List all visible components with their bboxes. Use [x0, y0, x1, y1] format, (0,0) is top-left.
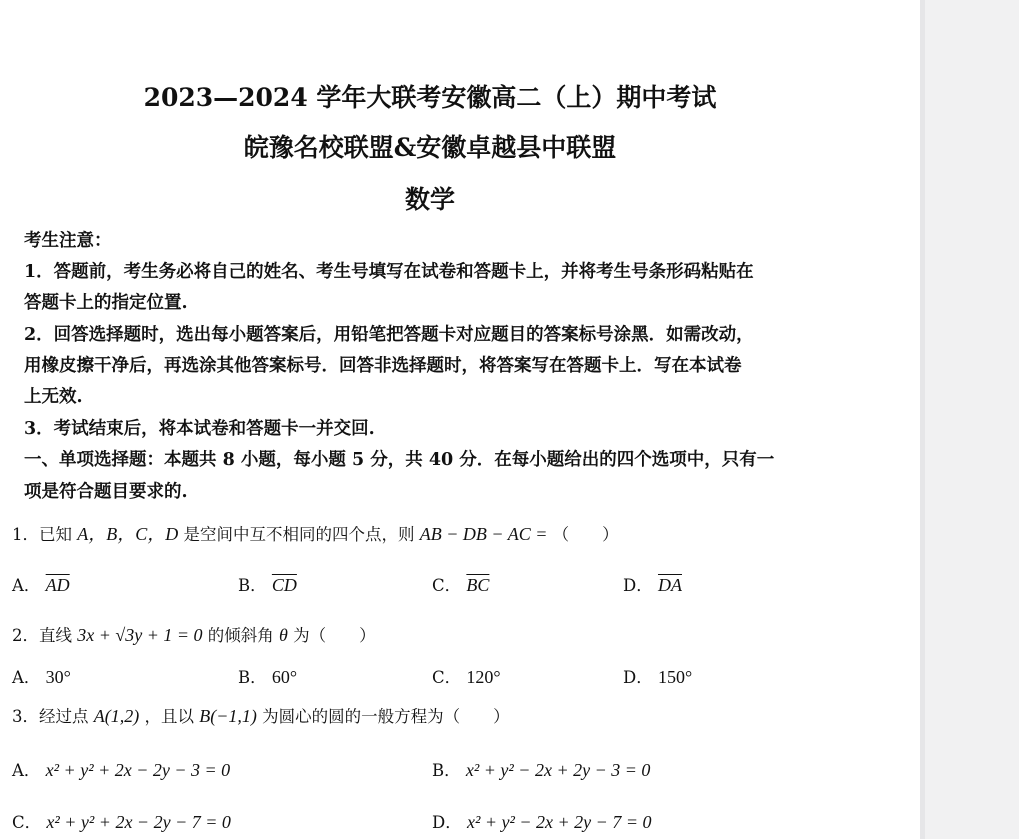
exam-subject: 数学 — [404, 185, 455, 214]
notice-line-3: 2．回答选择题时，选出每小题答案后，用铅笔把答题卡对应题目的答案标号涂黑．如需改动， — [24, 325, 754, 345]
question-1 — [12, 520, 619, 546]
question-2-option-a — [12, 664, 71, 688]
question-1-answer-blank: （ ） — [552, 525, 619, 544]
question-2-suffix: 为（ ） — [293, 626, 376, 645]
viewer-side-panel — [925, 0, 1019, 839]
option-value: $\overline{BC}$ — [466, 575, 490, 595]
option-value: x² + y² + 2x − 2y − 3 = 0 — [45, 760, 231, 780]
option-label: A． — [12, 576, 41, 595]
exam-title: 2023—2024 学年大联考安徽高二（上）期中考试 — [143, 83, 717, 112]
section-heading-line-2: 项是符合题目要求的. — [24, 482, 188, 502]
notice-heading: 考生注意： — [24, 231, 112, 251]
question-1-option-c — [432, 572, 489, 596]
option-label: D． — [623, 576, 653, 595]
question-3-point-b: B(−1,1) — [199, 706, 257, 726]
notice-line-5: 上无效. — [24, 387, 83, 407]
notice-line-6: 3．考试结束后，将本试卷和答题卡一并交回. — [24, 419, 375, 439]
option-label: A． — [12, 761, 41, 780]
question-3-middle: ，且以 — [144, 707, 194, 726]
notice-line-1: 1．答题前，考生务必将自己的姓名、考生号填写在试卷和答题卡上，并将考生号条形码粘贴在 — [24, 262, 754, 282]
question-3-option-a — [12, 757, 230, 781]
option-value: 120° — [466, 667, 501, 687]
option-label: D． — [432, 813, 462, 832]
question-2-variable: θ — [279, 625, 288, 645]
question-2 — [12, 622, 376, 646]
option-label: B． — [238, 576, 267, 595]
option-value: 150° — [657, 667, 693, 687]
question-2-equation: 3x + √3y + 1 = 0 — [77, 625, 203, 645]
option-label: B． — [432, 761, 461, 780]
option-value: $\overline{AD}$ — [45, 575, 70, 595]
question-1-option-b — [238, 572, 297, 596]
question-3-prefix: 3．经过点 — [12, 707, 89, 726]
option-label: D． — [623, 668, 653, 687]
question-1-option-a — [12, 572, 70, 596]
question-2-option-d — [623, 664, 692, 688]
option-value: x² + y² − 2x + 2y − 3 = 0 — [465, 760, 651, 780]
option-label: B． — [238, 668, 267, 687]
option-label: C． — [12, 813, 42, 832]
option-value: 30° — [45, 667, 71, 687]
notice-line-4: 用橡皮擦干净后，再选涂其他答案标号．回答非选择题时，将答案写在答题卡上．写在本试卷 — [24, 356, 742, 376]
question-1-option-d — [623, 572, 682, 596]
option-value: x² + y² + 2x − 2y − 7 = 0 — [46, 812, 231, 832]
option-label: A． — [12, 668, 41, 687]
section-heading-line-1: 一、单项选择题：本题共 8 小题，每小题 5 分，共 40 分．在每小题给出的四个选项中，只有一 — [24, 450, 775, 470]
question-2-prefix: 2．直线 — [12, 626, 72, 645]
notice-line-2: 答题卡上的指定位置. — [24, 293, 188, 313]
option-value: $\overline{DA}$ — [657, 575, 682, 595]
question-1-prefix: 1．已知 — [12, 525, 72, 544]
question-3-suffix: 为圆心的圆的一般方程为（ ） — [262, 707, 510, 726]
option-label: C． — [432, 668, 462, 687]
question-2-middle: 的倾斜角 — [207, 626, 274, 645]
question-3-option-d — [432, 809, 651, 833]
option-value: 60° — [271, 667, 298, 687]
option-label: C． — [432, 576, 462, 595]
question-3-option-c — [12, 809, 231, 833]
question-2-option-b — [238, 664, 297, 688]
question-3 — [12, 703, 510, 727]
question-1-expression: AB − DB − AC = — [419, 524, 548, 544]
option-value: $\overline{CD}$ — [271, 575, 297, 595]
question-1-vars: A，B，C，D — [77, 524, 179, 544]
question-1-middle: 是空间中互不相同的四个点，则 — [183, 525, 415, 544]
question-2-option-c — [432, 664, 501, 688]
question-3-option-b — [432, 757, 650, 781]
exam-alliance: 皖豫名校联盟&安徽卓越县中联盟 — [243, 133, 617, 162]
option-value: x² + y² − 2x + 2y − 7 = 0 — [466, 812, 652, 832]
question-3-point-a: A(1,2) — [93, 706, 140, 726]
